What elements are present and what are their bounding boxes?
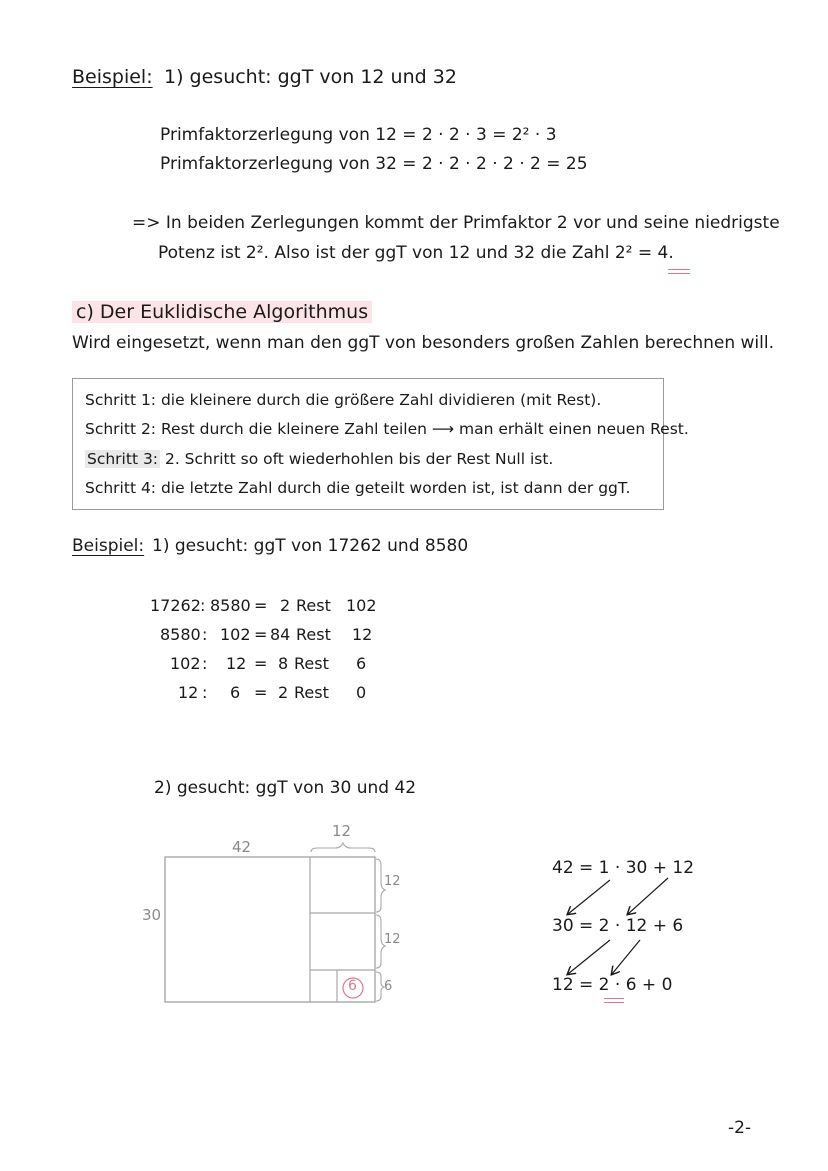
side-label-2: 12 bbox=[384, 932, 401, 947]
equation-arrows bbox=[540, 870, 690, 1000]
top-label: 12 bbox=[332, 822, 352, 840]
equation-2: 30 = 2 · 12 + 6 bbox=[552, 916, 684, 936]
section-heading: c) Der Euklidische Algorithmus bbox=[72, 301, 372, 323]
factorization-32: Primfaktorzerlegung von 32 = 2 · 2 · 2 · 2 · 2 = 25 bbox=[160, 154, 588, 174]
top-brace bbox=[311, 843, 375, 852]
conclusion-line-1: => In beiden Zerlegungen kommt der Primfaktor 2 vor und seine niedrigste bbox=[132, 213, 780, 233]
conclusion-line-2: Potenz ist 2². Also ist der ggT von 12 und 32 die Zahl 2² = 4. bbox=[158, 243, 674, 263]
result-underline bbox=[668, 269, 690, 270]
side-label-3: 6 bbox=[384, 979, 393, 994]
example1-title: 1) gesucht: ggT von 12 und 32 bbox=[164, 66, 457, 88]
section-intro: Wird eingesetzt, wenn man den ggT von besonders großen Zahlen berechnen will. bbox=[72, 333, 775, 353]
outer-rectangle bbox=[165, 857, 375, 1002]
rectangle-diagram bbox=[140, 815, 400, 1015]
step-4: Schritt 4: die letzte Zahl durch die geteilt worden ist, ist dann der ggT. bbox=[85, 479, 631, 497]
arrow-1 bbox=[568, 880, 610, 914]
side-label-1: 12 bbox=[384, 874, 401, 889]
result-underline-2 bbox=[668, 273, 690, 274]
ggt-underline-2 bbox=[604, 1002, 624, 1003]
arrow-4 bbox=[612, 940, 640, 974]
side-brace-3 bbox=[376, 972, 384, 1001]
arrow-3 bbox=[568, 940, 610, 974]
arrow-2 bbox=[628, 878, 668, 914]
step-2: Schritt 2: Rest durch die kleinere Zahl teilen ⟶ man erhält einen neuen Rest. bbox=[85, 420, 689, 438]
equation-3: 12 = 2 · 6 + 0 bbox=[552, 975, 673, 995]
step-3: Schritt 3: 2. Schritt so oft wiederhohlen bis der Rest Null ist. bbox=[87, 450, 554, 468]
ggt-underline bbox=[604, 998, 624, 999]
example2-label: Beispiel: bbox=[72, 536, 145, 556]
circled-six: 6 bbox=[348, 978, 357, 994]
steps-box bbox=[72, 378, 689, 510]
equation-1: 42 = 1 · 30 + 12 bbox=[552, 858, 695, 878]
height-label: 30 bbox=[142, 906, 162, 924]
width-label: 42 bbox=[232, 838, 252, 856]
ggt-result: 4. bbox=[657, 243, 674, 263]
step-1: Schritt 1: die kleinere durch die größere Zahl dividieren (mit Rest). bbox=[85, 391, 602, 409]
page-number: -2- bbox=[728, 1118, 752, 1138]
example2-title: 1) gesucht: ggT von 17262 und 8580 bbox=[152, 536, 469, 556]
factorization-12: Primfaktorzerlegung von 12 = 2 · 2 · 3 = 2² · 3 bbox=[160, 125, 557, 145]
example3-title: 2) gesucht: ggT von 30 und 42 bbox=[154, 778, 417, 798]
example-label: Beispiel: bbox=[72, 66, 153, 88]
